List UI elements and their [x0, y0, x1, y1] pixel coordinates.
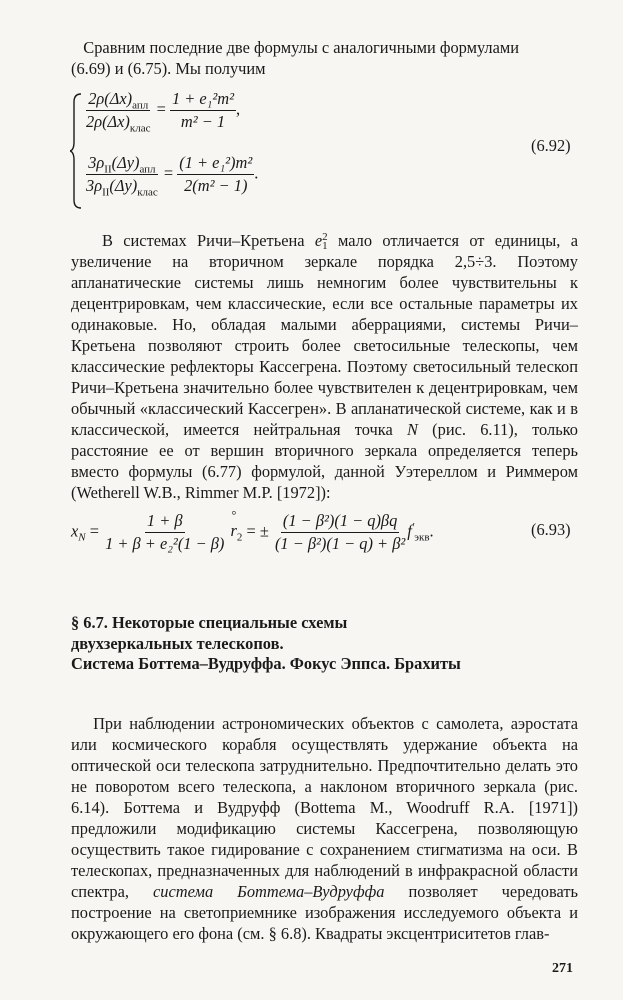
fraction-beta: $\frac{1 + \beta}{\text{1 + β + e₂²(1 − β)}}$	[105, 511, 225, 553]
fraction-dy-ratio: $\frac{3\rho_{II}(\Delta y)_{апл}}{3\rho_{II}(\Delta y)_{клас}}$	[86, 153, 158, 199]
fraction-q: $\frac{\text{(1 − β²)(1 − q)βq}}{\text{(1 − β²)(1 − q) + β²}}$	[274, 511, 406, 553]
intro-line-2: (6.69) и (6.75). Мы получим	[71, 59, 266, 78]
equation-6-92-line-1: $\frac{2\rho(\Delta x)_{апл}}{2\rho(\Delta x)_{клас}}$ = $\frac{\text{1 + e₁²m²}}{\text{m² − 1}}$ ,	[86, 89, 241, 135]
fraction-dy-value: $\frac{\text{(1 + e₁²)m²}}{\text{2(m² − 1)}}$	[179, 153, 253, 195]
section-heading-line-3: Система Боттема–Вудруффа. Фокус Эппса. Брахиты	[71, 654, 461, 673]
paragraph-richey-chretien: В системах Ричи–Кретьена e 2 1 мало отличается от единицы, а увеличение на вторичном зеркале порядка 2,5÷3. Поэтому апланатические системы лишь немногим более чувствительны к децентрировкам, чем классические, если все остальные параметры их одинаковые. Но, обладая малыми аберрациями, системы Ричи–Кретьена позволяют строить более светосильные телескопы, чем классические рефлекторы Кассегрена. Поэтому светосильный телескоп Ричи–Кретьена значительно более чувствителен к децентрировкам, чем обычный «классический Кассегрен». В апланатической системе, как и в классической, имеется нейтральная точка N (рис. 6.11), только расстояние ее от вершин вторичного зеркала определяется теперь вместо формулы (6.77) формулой, данной Уэтереллом и Риммером (Wetherell W.B., Rimmer M.P. [1972]):	[71, 231, 578, 503]
equation-6-92-line-2: $\frac{3\rho_{II}(\Delta y)_{апл}}{3\rho_{II}(\Delta y)_{клас}}$ = $\frac{\text{(1 + e₁²)m²}}{\text{2(m² − 1)}}$ .	[86, 153, 259, 199]
equation-number-6-93: (6.93)	[531, 520, 571, 539]
equation-number-6-92: (6.92)	[531, 136, 571, 155]
equation-6-93: $x_N$ = $\frac{1 + \beta}{\text{1 + β + e₂²(1 − β)}}$ ° $r_2$ = ± $\frac{\text{(1 − β²)(1 − q)βq}}{\text{(1 − β²)(1 − q) + β²}}$ $f'_{экв}$.	[71, 508, 434, 553]
intro-line-1: Сравним последние две формулы с аналогичными формулами	[83, 38, 520, 57]
fraction-dx-ratio: $\frac{2\rho(\Delta x)_{апл}}{2\rho(\Delta x)_{клас}}$	[86, 89, 151, 135]
section-heading	[71, 613, 551, 675]
paragraph-bottema-woodruff: При наблюдении астрономических объектов с самолета, аэростата или космического корабля осуществлять удержание объекта на оптической оси телескопа затруднительно. Предпочтительно делать это не поворотом всего телескопа, а наклоном вторичного зеркала (рис. 6.14). Боттема и Вудруфф (Bottema M., Woodruff R.A. [1971]) предложили модификацию системы Кассегрена, позволяющую осуществить такое гидирование с сохранением стигматизма на оси. В телескопах, предназначенных для наблюдений в инфракрасной области спектра, система Боттема–Вудруффа позволяет чередовать построение на светоприемнике изображения исследуемого объекта и окружающего его фона (см. § 6.8). Квадраты эксцентриситетов глав-	[71, 714, 579, 943]
section-heading-line-2: двухзеркальных телескопов.	[71, 633, 284, 653]
system-brace	[70, 92, 84, 210]
page-number: 271	[552, 961, 573, 976]
fraction-dx-value: $\frac{\text{1 + e₁²m²}}{\text{m² − 1}}$	[171, 89, 235, 131]
intro-paragraph	[71, 37, 578, 79]
section-heading-line-1: § 6.7. Некоторые специальные схемы	[71, 613, 348, 632]
